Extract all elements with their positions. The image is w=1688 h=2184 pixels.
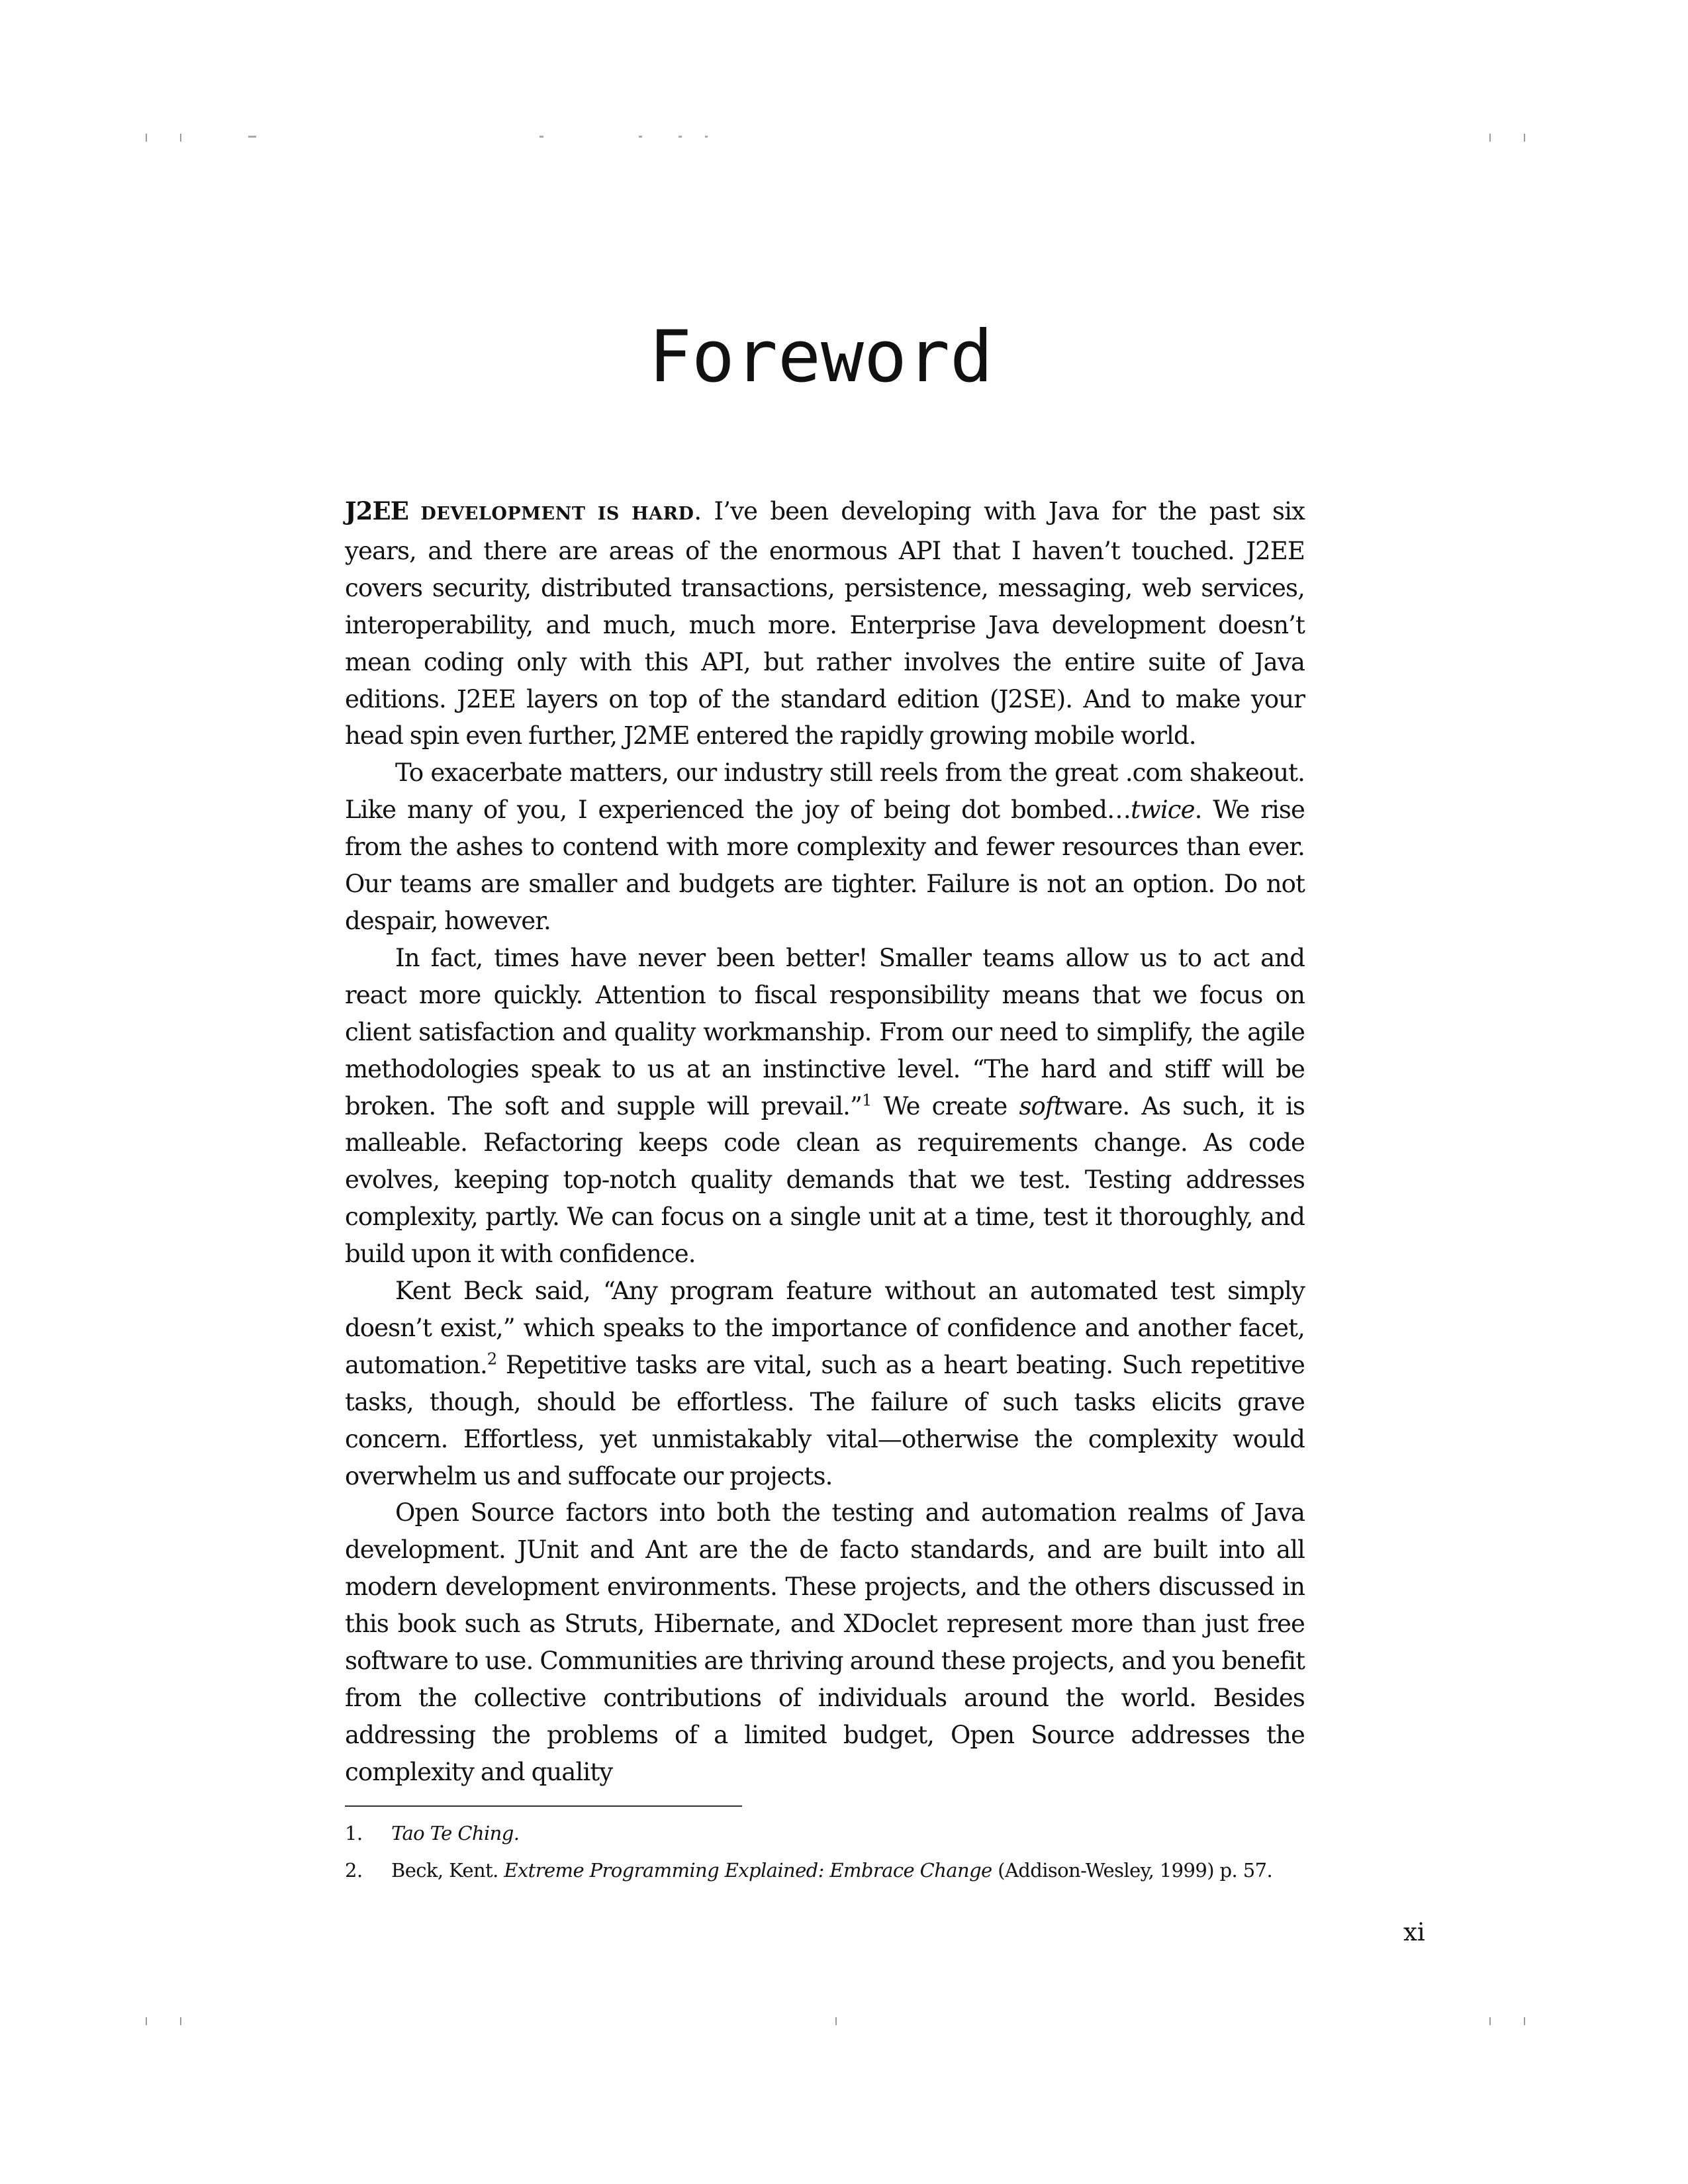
paragraph-text: . We rise from the ashes to contend with more complexity and fewer resources than ever. Our teams are smaller and budgets are tighter. Failure is not an option. Do not despair, however. (345, 796, 1305, 935)
lead-in-small-caps: DEVELOPMENT IS HARD (408, 504, 694, 524)
footnote-ref[interactable]: 2 (487, 1349, 497, 1369)
emphasis-text: twice (1131, 796, 1195, 825)
footnote-1 (345, 1815, 1311, 1852)
paragraph-text: . I’ve been developing with Java for the past six years, and there are areas of the enormous API that I haven’t touched. J2EE covers security, distributed transactions, persistence, messaging, web services, interoperability, and much, much more. Enterprise Java development doesn’t mean coding only with this API, but rather involves the entire suite of Java editions. J2EE layers on top of the standard edition (J2SE). And to make your head spin even further, J2ME entered the rapidly growing mobile world. (345, 497, 1305, 751)
paragraph-5: Open Source factors into both the testing and automation realms of Java development. JUnit and Ant are the de facto standards, and are built into all modern development environments. These projects, and the others discussed in this book such as Struts, Hibernate, and XDoclet represent more than just free software to use. Communities are thriving around these projects, and you benefit from the collective contributions of individuals around the world. Besides addressing the problems of a limited budget, Open Source addresses the complexity and quality (345, 1498, 1305, 1786)
footnote-2 (345, 1852, 1311, 1889)
paragraph-3 (345, 940, 1305, 1273)
paragraph-text: Repetitive tasks are vital, such as a heart beating. Such repetitive tasks, though, should be effortless. The failure of such tasks elicits grave concern. Effortless, yet unmistakably vital—otherwise the complexity would overwhelm us and suffocate our projects. (345, 1350, 1305, 1490)
crop-mark (146, 134, 147, 142)
footnote-divider (345, 1805, 742, 1807)
paragraph-text: ware. As such, it is malleable. Refactoring keeps code clean as requirements change. As code evolves, keeping top-notch quality demands that we test. Testing addresses complexity, partly. We can focus on a single unit at a time, test it thoroughly, and build upon it with confidence. (345, 1091, 1305, 1269)
footnote-title: Tao Te Ching. (391, 1822, 520, 1844)
crop-mark (146, 2017, 147, 2025)
footnotes (345, 1815, 1311, 1889)
chapter-title: Foreword (648, 316, 994, 399)
emphasis-text: soft (1019, 1091, 1063, 1120)
crop-mark (1489, 2017, 1491, 2025)
paragraph-1 (345, 493, 1305, 754)
lead-in-caps: J2EE (345, 496, 409, 525)
footnote-text: (Addison-Wesley, 1999) p. 57. (992, 1859, 1273, 1882)
paragraph-text: We create (871, 1091, 1019, 1120)
paragraph-4 (345, 1273, 1305, 1494)
page-number: xi (1403, 1918, 1425, 1946)
footnote-number: 2. (345, 1859, 363, 1882)
footnote-number: 1. (345, 1822, 363, 1844)
running-header-residue (242, 136, 718, 141)
footnote-ref[interactable]: 1 (862, 1091, 872, 1110)
foreword-body (345, 493, 1305, 1791)
crop-mark (1489, 134, 1491, 142)
crop-mark (1524, 134, 1525, 142)
crop-mark (835, 2017, 837, 2025)
crop-mark (1524, 2017, 1525, 2025)
paragraph-2 (345, 754, 1305, 940)
paragraph-text: Kent Beck said, “Any program feature without an automated test simply doesn’t exist,” which speaks to the importance of confidence and another facet, automation. (345, 1277, 1305, 1379)
paragraph-text: To exacerbate matters, our industry still reels from the great .com shakeout. Like many of you, I experienced the joy of being dot bombed… (345, 758, 1305, 825)
crop-mark (180, 2017, 181, 2025)
paragraph-text: In fact, times have never been better! Smaller teams allow us to act and react more quickly. Attention to fiscal responsibility means that we focus on client satisfaction and quality workmanship. From our need to simplify, the agile methodologies speak to us at an instinctive level. “The hard and stiff will be broken. The soft and supple will prevail.” (345, 943, 1305, 1120)
crop-mark (180, 134, 181, 142)
footnote-text: Beck, Kent. (391, 1859, 504, 1882)
footnote-title: Extreme Programming Explained: Embrace Change (504, 1859, 992, 1882)
